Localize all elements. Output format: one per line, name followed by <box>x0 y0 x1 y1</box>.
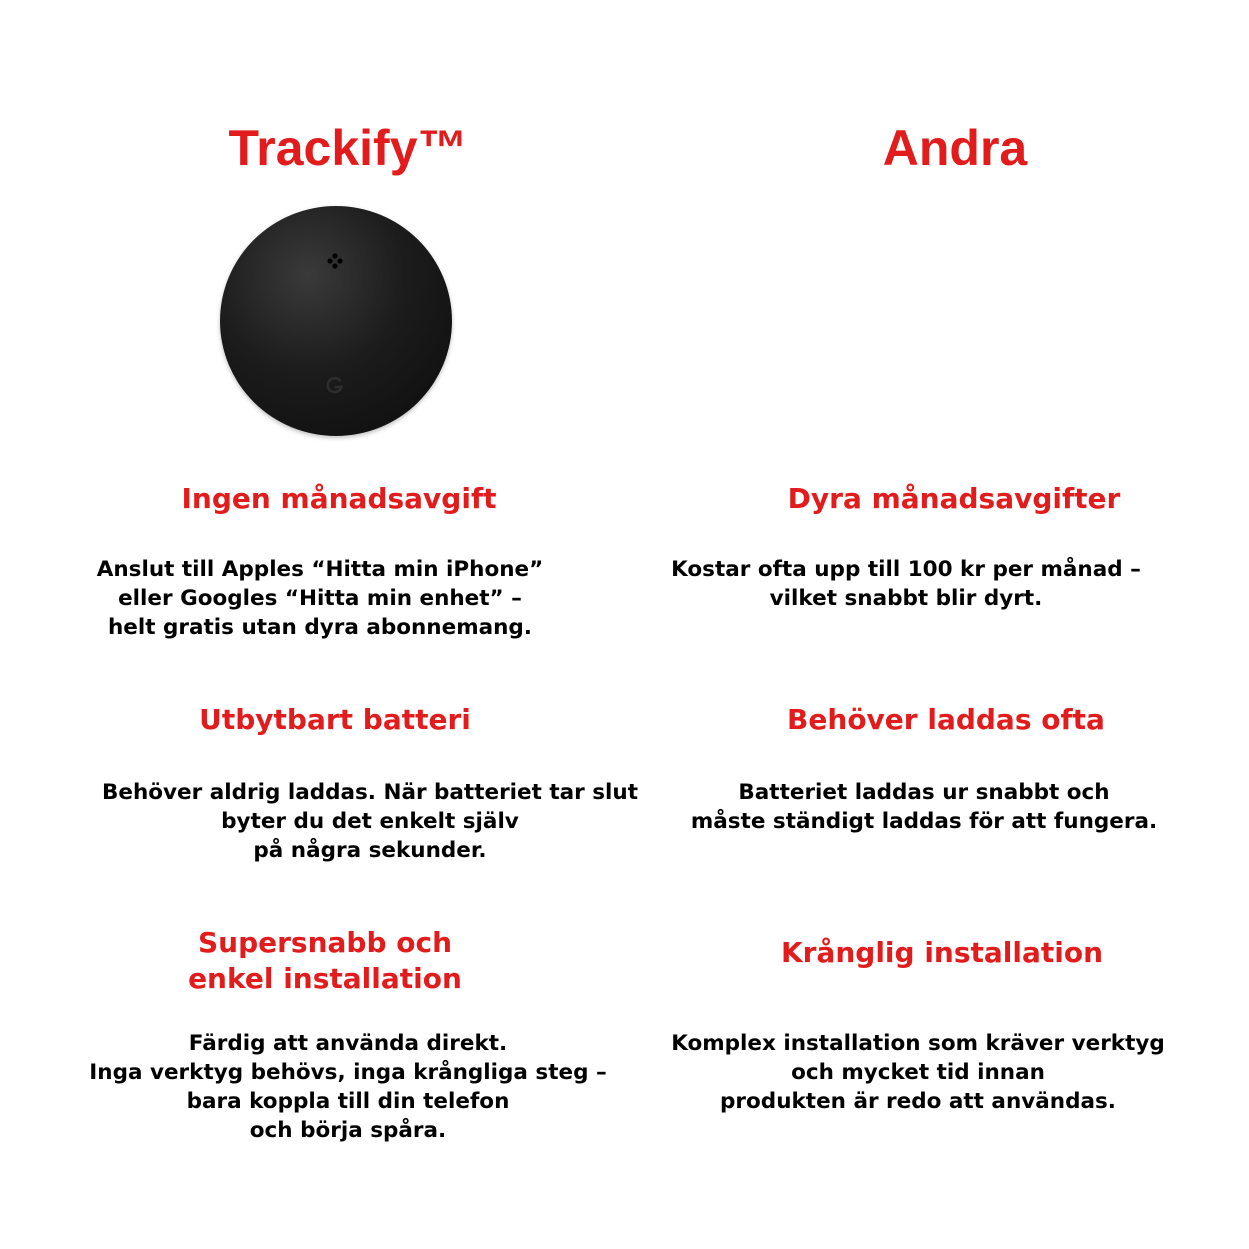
tracker-device-image <box>220 206 452 436</box>
left-feature-3-heading: Supersnabb och enkel installation <box>188 926 462 995</box>
left-feature-1-text: Anslut till Apples “Hitta min iPhone” eller Googles “Hitta min enhet” – helt gratis utan dyra abonnemang. <box>96 557 544 640</box>
left-feature-3-text: Färdig att använda direkt. Inga verktyg behövs, inga krångliga steg – bara koppla till din telefon och börja spåra. <box>89 1031 607 1143</box>
g-logo-icon <box>324 374 346 396</box>
trackify-title: Trackify™ <box>228 120 468 176</box>
right-feature-2-text: Batteriet laddas ur snabbt och måste ständigt laddas för att fungera. <box>690 780 1158 834</box>
right-feature-2-heading: Behöver laddas ofta <box>787 703 1105 736</box>
right-feature-3-text: Komplex installation som kräver verktyg och mycket tid innan produkten är redo att användas. <box>671 1031 1165 1114</box>
speaker-holes-icon <box>324 250 346 272</box>
others-title: Andra <box>882 120 1028 176</box>
right-feature-3-heading: Krånglig installation <box>780 936 1104 969</box>
left-feature-1-heading: Ingen månadsavgift <box>181 482 497 515</box>
right-feature-1-text: Kostar ofta upp till 100 kr per månad – vilket snabbt blir dyrt. <box>671 557 1141 611</box>
left-feature-2-heading: Utbytbart batteri <box>199 703 471 736</box>
right-feature-1-heading: Dyra månadsavgifter <box>787 482 1121 515</box>
left-feature-2-text: Behöver aldrig laddas. När batteriet tar slut byter du det enkelt själv på några sekunder. <box>101 780 639 863</box>
